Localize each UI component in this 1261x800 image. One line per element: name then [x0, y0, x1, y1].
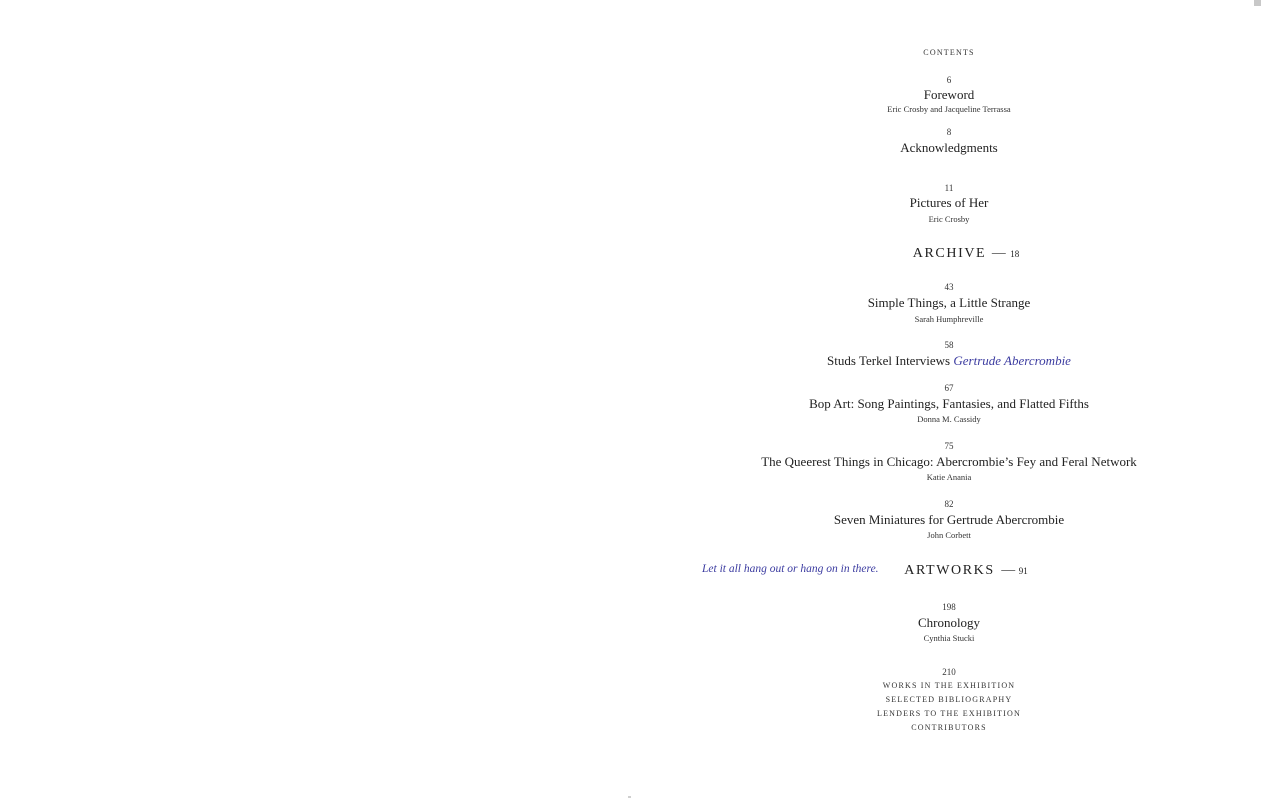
- section-label: ARTWORKS: [904, 563, 995, 578]
- entry-page-number: 6: [946, 75, 952, 85]
- entry-author: Katie Anania: [926, 472, 972, 482]
- entry-page-number: 11: [944, 183, 954, 193]
- tagline: Let it all hang out or hang on in there.: [702, 563, 879, 575]
- section-archive: [913, 246, 1019, 262]
- entry-title: The Queerest Things in Chicago: Abercrombie’s Fey and Feral Network: [761, 454, 1137, 469]
- entry-title: Chronology: [917, 615, 981, 630]
- section-artworks: [904, 563, 1028, 579]
- corner-mark: [1254, 0, 1261, 6]
- entry-page-number: 8: [946, 127, 952, 137]
- entry-author: John Corbett: [927, 530, 971, 540]
- entry-page-number: 82: [944, 499, 954, 509]
- contents-heading: CONTENTS: [923, 48, 975, 57]
- section-page-number: 18: [1010, 249, 1020, 259]
- section-dash: [1001, 570, 1015, 571]
- entry-page-number: 67: [944, 383, 954, 393]
- entry-page-number: 75: [944, 441, 954, 451]
- entry-author: Eric Crosby and Jacqueline Terrassa: [887, 104, 1011, 114]
- entry-page-number: 198: [942, 602, 956, 612]
- entry-title: Bop Art: Song Paintings, Fantasies, and Flatted Fifths: [809, 396, 1089, 411]
- entry-title: Seven Miniatures for Gertrude Abercrombie: [833, 512, 1065, 527]
- back-matter-item: WORKS IN THE EXHIBITION: [882, 681, 1016, 690]
- gutter-mark: [628, 796, 631, 798]
- back-matter-item: SELECTED BIBLIOGRAPHY: [885, 695, 1013, 704]
- entry-page-number: 43: [944, 282, 954, 292]
- section-dash: [992, 253, 1006, 254]
- section-label: ARCHIVE: [912, 246, 987, 261]
- back-matter-item: LENDERS TO THE EXHIBITION: [877, 709, 1021, 718]
- entry-title-main: Studs Terkel Interviews: [827, 353, 951, 368]
- entry-title: Foreword: [923, 87, 975, 102]
- entry-author: Cynthia Stucki: [923, 633, 975, 643]
- entry-author: Eric Crosby: [928, 214, 970, 224]
- entry-title: Acknowledgments: [900, 140, 998, 155]
- entry-title-accent: Gertrude Abercrombie: [953, 353, 1071, 368]
- left-page-blank: [0, 0, 630, 800]
- entry-author: Donna M. Cassidy: [917, 414, 981, 424]
- section-page-number: 91: [1018, 566, 1028, 576]
- entry-title: Simple Things, a Little Strange: [867, 295, 1031, 310]
- back-matter-item: CONTRIBUTORS: [911, 723, 987, 732]
- entry-author: Sarah Humphreville: [914, 314, 984, 324]
- entry-page-number: 58: [944, 340, 954, 350]
- back-matter-page-number: 210: [942, 667, 956, 677]
- entry-title: Pictures of Her: [909, 195, 989, 210]
- entry-title: [827, 353, 1071, 369]
